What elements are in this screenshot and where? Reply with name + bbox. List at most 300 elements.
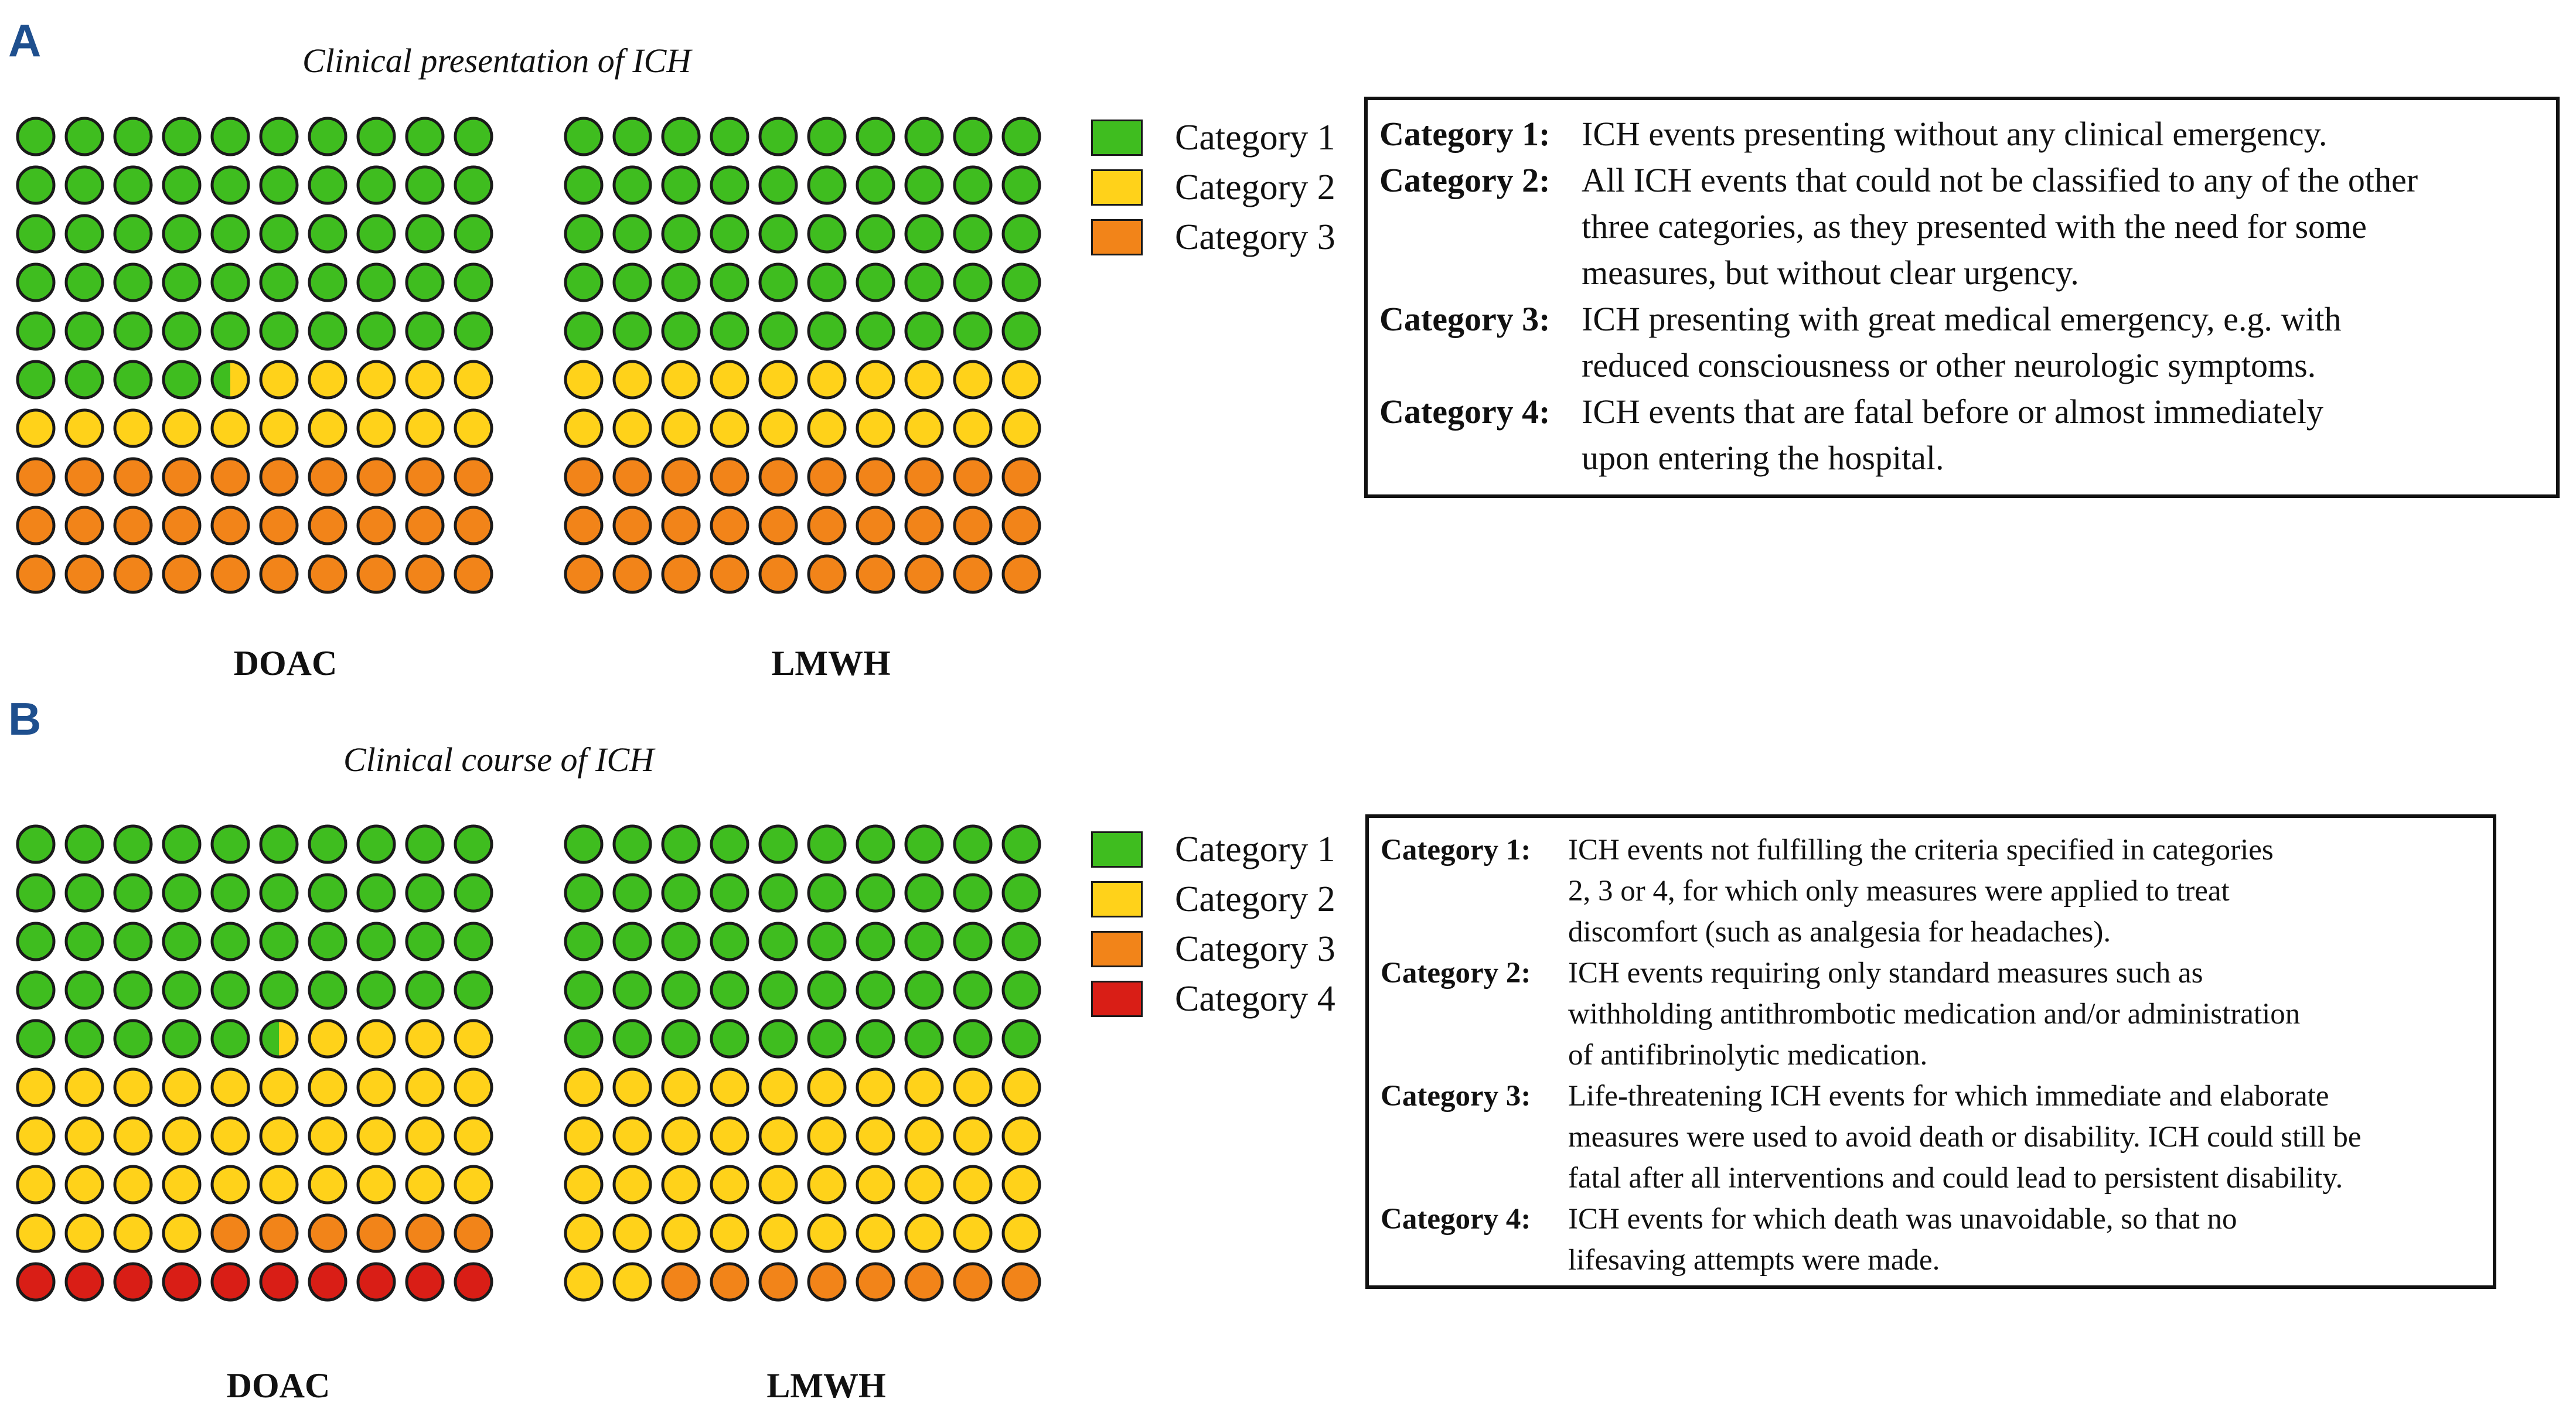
waffle-dot-category-1 xyxy=(115,118,151,155)
waffle-dot-category-2 xyxy=(66,1118,103,1154)
waffle-dot-category-2 xyxy=(614,1069,650,1106)
waffle-dot-category-3 xyxy=(955,556,991,592)
waffle-dot-category-2 xyxy=(407,361,443,398)
waffle-dot-category-2 xyxy=(163,410,200,446)
waffle-dot-category-1 xyxy=(407,167,443,203)
waffle-dot-category-1 xyxy=(455,972,492,1008)
waffle-dot-category-1 xyxy=(906,826,942,862)
waffle-dot-category-2 xyxy=(1003,410,1040,446)
waffle-dot-category-3 xyxy=(261,459,297,495)
waffle-dot-category-2 xyxy=(18,410,54,446)
definition-text: ICH events presenting without any clinical emergency. xyxy=(1582,115,2328,153)
waffle-dot-category-3 xyxy=(614,459,650,495)
legend-label: Category 1 xyxy=(1175,830,1335,869)
waffle-dot-category-3 xyxy=(66,507,103,544)
waffle-dot-category-2 xyxy=(18,1215,54,1251)
waffle-dot-category-3 xyxy=(955,459,991,495)
waffle-dot-category-1 xyxy=(857,167,894,203)
waffle-dot-category-1 xyxy=(66,826,103,862)
waffle-dot-category-3 xyxy=(955,1264,991,1300)
definition-text: ICH events for which death was unavoidable, so that no xyxy=(1568,1203,2237,1236)
definition-row xyxy=(1379,296,2342,388)
waffle-dot-category-2 xyxy=(212,1069,248,1106)
definition-key: Category 4: xyxy=(1379,393,1551,431)
legend-swatch xyxy=(1091,881,1143,917)
waffle-dot-category-1 xyxy=(66,167,103,203)
waffle-dot-category-1 xyxy=(66,216,103,252)
waffle-dot-category-3 xyxy=(1003,1264,1040,1300)
waffle-dot-category-3 xyxy=(760,1264,796,1300)
waffle-dot-category-1 xyxy=(565,216,602,252)
waffle-dot-category-1 xyxy=(955,826,991,862)
panel-a-title: Clinical presentation of ICH xyxy=(302,42,691,80)
waffle-dot-category-1 xyxy=(955,118,991,155)
waffle-dot-category-3 xyxy=(212,1215,248,1251)
waffle-dot-category-3 xyxy=(66,459,103,495)
waffle-dot-category-2 xyxy=(760,1166,796,1203)
definition-text: fatal after all interventions and could lead to persistent disability. xyxy=(1568,1162,2343,1195)
waffle-dot-category-3 xyxy=(711,507,748,544)
waffle-dot-category-2 xyxy=(663,1215,699,1251)
waffle-dot-category-3 xyxy=(261,556,297,592)
legend-swatch xyxy=(1091,120,1143,156)
legend-label: Category 2 xyxy=(1175,879,1335,919)
legend-item xyxy=(1091,214,1335,261)
waffle-grid-a-lmwh xyxy=(565,118,1052,605)
definition-text: lifesaving attempts were made. xyxy=(1568,1244,1940,1277)
waffle-dot-category-2 xyxy=(711,410,748,446)
waffle-dot-category-2 xyxy=(66,1166,103,1203)
waffle-dot-category-1 xyxy=(614,875,650,911)
waffle-dot-category-1 xyxy=(1003,216,1040,252)
waffle-dot-category-1 xyxy=(163,1021,200,1057)
waffle-dot-category-1 xyxy=(261,167,297,203)
definition-row xyxy=(1381,953,2300,1076)
waffle-dot-category-1 xyxy=(163,167,200,203)
waffle-dot-category-2 xyxy=(309,361,346,398)
waffle-dot-category-3 xyxy=(906,1264,942,1300)
waffle-dot-category-1 xyxy=(163,313,200,349)
waffle-dot-category-1 xyxy=(955,167,991,203)
waffle-dot-category-2 xyxy=(614,410,650,446)
definitions-box-a xyxy=(1364,97,2560,498)
waffle-dot-category-1 xyxy=(809,167,845,203)
waffle-dot-category-2 xyxy=(66,1069,103,1106)
waffle-dot-category-1 xyxy=(760,216,796,252)
waffle-dot-split xyxy=(212,361,248,398)
legend-swatch xyxy=(1091,831,1143,868)
waffle-dot-category-1 xyxy=(358,313,394,349)
waffle-dot-category-3 xyxy=(760,507,796,544)
waffle-dot-category-3 xyxy=(1003,459,1040,495)
waffle-dot-category-3 xyxy=(18,507,54,544)
waffle-dot-category-1 xyxy=(212,264,248,301)
waffle-dot-category-3 xyxy=(857,459,894,495)
waffle-dot-category-1 xyxy=(261,972,297,1008)
waffle-dot-category-1 xyxy=(163,216,200,252)
waffle-dot-category-2 xyxy=(309,1069,346,1106)
definition-row xyxy=(1381,1076,2362,1199)
waffle-dot-split xyxy=(261,1021,297,1057)
waffle-dot-category-1 xyxy=(309,923,346,960)
waffle-dot-category-3 xyxy=(857,556,894,592)
waffle-dot-category-2 xyxy=(857,1166,894,1203)
waffle-dot-category-2 xyxy=(955,1215,991,1251)
waffle-dot-category-3 xyxy=(163,556,200,592)
waffle-dot-category-2 xyxy=(760,1118,796,1154)
legend-label: Category 3 xyxy=(1175,929,1335,969)
legend-item xyxy=(1091,876,1335,923)
group-label-a-lmwh: LMWH xyxy=(771,644,891,683)
waffle-dot-category-2 xyxy=(407,1069,443,1106)
waffle-dot-category-1 xyxy=(115,972,151,1008)
waffle-dot-category-1 xyxy=(663,264,699,301)
waffle-dot-category-2 xyxy=(1003,1118,1040,1154)
waffle-dot-category-1 xyxy=(955,313,991,349)
waffle-dot-category-1 xyxy=(115,167,151,203)
legend-item xyxy=(1091,926,1335,973)
waffle-dot-category-1 xyxy=(565,167,602,203)
waffle-dot-category-4 xyxy=(455,1264,492,1300)
waffle-dot-category-2 xyxy=(663,1118,699,1154)
waffle-dot-category-1 xyxy=(407,118,443,155)
waffle-dot-category-2 xyxy=(1003,1166,1040,1203)
waffle-dot-category-1 xyxy=(358,875,394,911)
waffle-dot-category-1 xyxy=(857,972,894,1008)
waffle-dot-category-2 xyxy=(711,1215,748,1251)
waffle-dot-category-3 xyxy=(711,1264,748,1300)
waffle-dot-category-1 xyxy=(857,118,894,155)
waffle-dot-category-3 xyxy=(809,507,845,544)
definition-text: ICH events not fulfilling the criteria specified in categories xyxy=(1568,834,2274,866)
waffle-dot-category-1 xyxy=(66,361,103,398)
waffle-dot-category-2 xyxy=(614,1215,650,1251)
waffle-dot-category-2 xyxy=(407,1166,443,1203)
waffle-dot-category-2 xyxy=(455,1118,492,1154)
definition-key: Category 3: xyxy=(1379,300,1551,338)
waffle-dot-category-3 xyxy=(760,556,796,592)
waffle-dot-category-2 xyxy=(614,361,650,398)
waffle-dot-category-1 xyxy=(455,118,492,155)
waffle-dot-category-1 xyxy=(663,216,699,252)
waffle-dot-category-1 xyxy=(565,826,602,862)
waffle-dot-category-3 xyxy=(407,459,443,495)
waffle-dot-category-1 xyxy=(455,826,492,862)
waffle-dot-category-1 xyxy=(66,118,103,155)
waffle-dot-category-1 xyxy=(711,826,748,862)
waffle-dot-category-2 xyxy=(760,1215,796,1251)
waffle-dot-category-3 xyxy=(261,507,297,544)
waffle-dot-category-2 xyxy=(857,361,894,398)
waffle-dot-category-2 xyxy=(809,1118,845,1154)
waffle-dot-category-2 xyxy=(760,410,796,446)
waffle-dot-category-3 xyxy=(857,507,894,544)
waffle-dot-category-3 xyxy=(358,1215,394,1251)
waffle-dot-category-1 xyxy=(565,875,602,911)
waffle-dot-category-1 xyxy=(809,972,845,1008)
waffle-dot-category-2 xyxy=(309,1021,346,1057)
waffle-dot-category-1 xyxy=(857,923,894,960)
waffle-dot-category-1 xyxy=(309,264,346,301)
waffle-dot-category-2 xyxy=(358,410,394,446)
waffle-dot-category-2 xyxy=(809,410,845,446)
waffle-dot-category-3 xyxy=(809,556,845,592)
waffle-dot-category-3 xyxy=(809,1264,845,1300)
waffle-dot-category-1 xyxy=(663,118,699,155)
waffle-dot-category-1 xyxy=(809,875,845,911)
waffle-dot-category-1 xyxy=(212,923,248,960)
legend-swatch xyxy=(1091,169,1143,206)
waffle-dot-category-3 xyxy=(906,507,942,544)
waffle-dot-category-2 xyxy=(455,1069,492,1106)
waffle-dot-category-1 xyxy=(455,216,492,252)
waffle-dot-category-1 xyxy=(455,167,492,203)
definition-text: reduced consciousness or other neurologic symptoms. xyxy=(1582,346,2316,384)
legend-item xyxy=(1091,975,1335,1022)
panel-b-title: Clinical course of ICH xyxy=(343,741,655,779)
waffle-dot-category-1 xyxy=(614,264,650,301)
definition-text: withholding antithrombotic medication and/or administration xyxy=(1568,998,2301,1031)
waffle-dot-category-2 xyxy=(760,1069,796,1106)
waffle-dot-category-2 xyxy=(565,1069,602,1106)
waffle-dot-category-3 xyxy=(18,556,54,592)
definition-row xyxy=(1379,111,2327,157)
waffle-dot-category-3 xyxy=(711,459,748,495)
waffle-dot-category-2 xyxy=(614,1264,650,1300)
waffle-dot-category-1 xyxy=(261,264,297,301)
waffle-dot-category-1 xyxy=(66,972,103,1008)
waffle-dot-category-1 xyxy=(711,313,748,349)
waffle-dot-category-2 xyxy=(857,1069,894,1106)
waffle-dot-category-1 xyxy=(407,313,443,349)
waffle-dot-category-1 xyxy=(115,826,151,862)
legend-item xyxy=(1091,164,1335,211)
waffle-dot-category-1 xyxy=(261,826,297,862)
waffle-dot-category-3 xyxy=(455,507,492,544)
legend-swatch xyxy=(1091,931,1143,967)
waffle-dot-category-1 xyxy=(857,1021,894,1057)
waffle-dot-category-4 xyxy=(407,1264,443,1300)
legend-swatch xyxy=(1091,219,1143,255)
definition-row xyxy=(1379,157,2418,296)
waffle-dot-category-3 xyxy=(115,556,151,592)
waffle-dot-category-1 xyxy=(760,1021,796,1057)
waffle-dot-category-2 xyxy=(407,1118,443,1154)
waffle-dot-category-1 xyxy=(212,972,248,1008)
waffle-dot-category-1 xyxy=(115,264,151,301)
waffle-dot-category-1 xyxy=(1003,1021,1040,1057)
waffle-dot-category-1 xyxy=(711,216,748,252)
waffle-dot-category-2 xyxy=(309,1118,346,1154)
group-label-a-doac: DOAC xyxy=(233,644,338,683)
waffle-dot-category-2 xyxy=(857,1215,894,1251)
waffle-dot-category-2 xyxy=(212,1118,248,1154)
group-label-b-lmwh: LMWH xyxy=(766,1366,886,1405)
waffle-dot-category-3 xyxy=(663,1264,699,1300)
waffle-dot-category-3 xyxy=(163,459,200,495)
definition-key: Category 1: xyxy=(1381,834,1531,866)
waffle-dot-category-2 xyxy=(711,361,748,398)
waffle-dot-category-2 xyxy=(455,410,492,446)
legend-label: Category 3 xyxy=(1175,217,1335,257)
waffle-dot-category-1 xyxy=(66,875,103,911)
waffle-dot-category-2 xyxy=(663,1069,699,1106)
waffle-dot-category-2 xyxy=(906,1166,942,1203)
waffle-dot-category-3 xyxy=(212,556,248,592)
waffle-dot-category-3 xyxy=(358,507,394,544)
waffle-dot-category-1 xyxy=(407,264,443,301)
waffle-dot-category-1 xyxy=(809,118,845,155)
waffle-grid-b-lmwh xyxy=(565,826,1052,1312)
waffle-dot-category-2 xyxy=(955,361,991,398)
waffle-dot-category-2 xyxy=(18,1118,54,1154)
waffle-dot-category-1 xyxy=(212,216,248,252)
waffle-dot-category-1 xyxy=(906,167,942,203)
waffle-dot-category-3 xyxy=(857,1264,894,1300)
waffle-dot-category-1 xyxy=(711,972,748,1008)
waffle-dot-category-1 xyxy=(1003,923,1040,960)
waffle-dot-category-3 xyxy=(565,507,602,544)
waffle-dot-category-1 xyxy=(212,118,248,155)
waffle-dot-category-2 xyxy=(663,1166,699,1203)
waffle-dot-category-2 xyxy=(614,1166,650,1203)
waffle-dot-category-1 xyxy=(66,264,103,301)
waffle-dot-category-1 xyxy=(1003,118,1040,155)
waffle-dot-category-1 xyxy=(212,313,248,349)
waffle-dot-category-3 xyxy=(906,556,942,592)
waffle-dot-category-2 xyxy=(407,1021,443,1057)
waffle-dot-category-3 xyxy=(358,459,394,495)
waffle-dot-category-1 xyxy=(955,264,991,301)
waffle-dot-category-2 xyxy=(455,1166,492,1203)
waffle-dot-category-1 xyxy=(857,313,894,349)
waffle-dot-category-3 xyxy=(1003,507,1040,544)
waffle-dot-category-1 xyxy=(565,118,602,155)
waffle-dot-category-1 xyxy=(663,826,699,862)
waffle-dot-category-2 xyxy=(565,410,602,446)
waffle-dot-category-1 xyxy=(455,923,492,960)
waffle-dot-category-1 xyxy=(212,826,248,862)
waffle-dot-category-1 xyxy=(614,972,650,1008)
legend-label: Category 4 xyxy=(1175,979,1335,1019)
definition-key: Category 4: xyxy=(1381,1203,1531,1236)
panel-a-letter: A xyxy=(8,15,42,66)
waffle-dot-category-2 xyxy=(358,1118,394,1154)
waffle-dot-category-3 xyxy=(455,556,492,592)
legend-item xyxy=(1091,114,1335,161)
waffle-dot-category-2 xyxy=(358,361,394,398)
waffle-dot-category-1 xyxy=(711,923,748,960)
waffle-dot-category-1 xyxy=(1003,167,1040,203)
waffle-dot-category-1 xyxy=(565,313,602,349)
waffle-dot-category-2 xyxy=(711,1166,748,1203)
waffle-dot-category-1 xyxy=(711,118,748,155)
waffle-dot-category-2 xyxy=(614,1118,650,1154)
waffle-dot-category-1 xyxy=(18,264,54,301)
waffle-dot-category-2 xyxy=(809,1069,845,1106)
waffle-dot-category-1 xyxy=(66,1021,103,1057)
waffle-dot-category-1 xyxy=(18,923,54,960)
waffle-dot-category-1 xyxy=(18,875,54,911)
definition-key: Category 2: xyxy=(1381,957,1531,990)
waffle-dot-category-1 xyxy=(115,923,151,960)
waffle-dot-category-3 xyxy=(212,507,248,544)
waffle-dot-category-4 xyxy=(163,1264,200,1300)
waffle-dot-category-2 xyxy=(163,1215,200,1251)
waffle-dot-category-1 xyxy=(309,972,346,1008)
definition-text: ICH events requiring only standard measures such as xyxy=(1568,957,2203,990)
waffle-dot-category-3 xyxy=(212,459,248,495)
waffle-dot-category-1 xyxy=(760,264,796,301)
waffle-dot-category-1 xyxy=(1003,972,1040,1008)
waffle-dot-category-1 xyxy=(565,923,602,960)
waffle-dot-category-1 xyxy=(261,923,297,960)
legend-label: Category 2 xyxy=(1175,168,1335,207)
waffle-dot-category-2 xyxy=(115,1166,151,1203)
waffle-dot-category-4 xyxy=(115,1264,151,1300)
waffle-dot-category-1 xyxy=(663,1021,699,1057)
definition-key: Category 2: xyxy=(1379,161,1551,199)
waffle-dot-category-3 xyxy=(455,1215,492,1251)
waffle-dot-category-2 xyxy=(163,1118,200,1154)
waffle-dot-category-1 xyxy=(955,923,991,960)
waffle-dot-category-1 xyxy=(163,875,200,911)
waffle-dot-category-1 xyxy=(760,875,796,911)
waffle-dot-category-3 xyxy=(565,459,602,495)
waffle-dot-category-1 xyxy=(663,313,699,349)
waffle-dot-category-1 xyxy=(906,875,942,911)
waffle-dot-category-2 xyxy=(18,1166,54,1203)
legend-swatch xyxy=(1091,981,1143,1017)
group-label-b-doac: DOAC xyxy=(226,1366,330,1405)
waffle-dot-category-2 xyxy=(261,1069,297,1106)
waffle-dot-category-1 xyxy=(407,826,443,862)
waffle-dot-category-2 xyxy=(906,1118,942,1154)
waffle-dot-category-2 xyxy=(711,1118,748,1154)
waffle-dot-category-2 xyxy=(115,1118,151,1154)
waffle-dot-category-1 xyxy=(309,118,346,155)
waffle-grid-a-doac xyxy=(18,118,504,605)
waffle-dot-category-1 xyxy=(663,923,699,960)
waffle-dot-category-1 xyxy=(18,216,54,252)
waffle-dot-category-2 xyxy=(1003,361,1040,398)
waffle-dot-category-3 xyxy=(163,507,200,544)
waffle-dot-category-1 xyxy=(711,875,748,911)
waffle-dot-category-3 xyxy=(711,556,748,592)
waffle-dot-category-2 xyxy=(906,410,942,446)
waffle-dot-category-1 xyxy=(1003,875,1040,911)
waffle-dot-category-1 xyxy=(857,875,894,911)
waffle-dot-category-1 xyxy=(455,875,492,911)
waffle-dot-category-1 xyxy=(711,264,748,301)
waffle-dot-category-3 xyxy=(407,556,443,592)
definition-text: All ICH events that could not be classified to any of the other xyxy=(1582,161,2418,199)
waffle-dot-category-2 xyxy=(261,361,297,398)
waffle-dot-category-1 xyxy=(261,118,297,155)
waffle-dot-category-2 xyxy=(857,1118,894,1154)
waffle-dot-category-3 xyxy=(663,507,699,544)
waffle-dot-category-3 xyxy=(614,556,650,592)
waffle-dot-category-2 xyxy=(906,361,942,398)
waffle-dot-category-1 xyxy=(809,313,845,349)
waffle-dot-category-1 xyxy=(809,264,845,301)
waffle-dot-category-1 xyxy=(614,216,650,252)
waffle-dot-category-1 xyxy=(358,216,394,252)
waffle-dot-category-1 xyxy=(455,264,492,301)
waffle-dot-category-1 xyxy=(163,972,200,1008)
definition-text: of antifibrinolytic medication. xyxy=(1568,1039,1928,1072)
waffle-dot-category-2 xyxy=(1003,1215,1040,1251)
